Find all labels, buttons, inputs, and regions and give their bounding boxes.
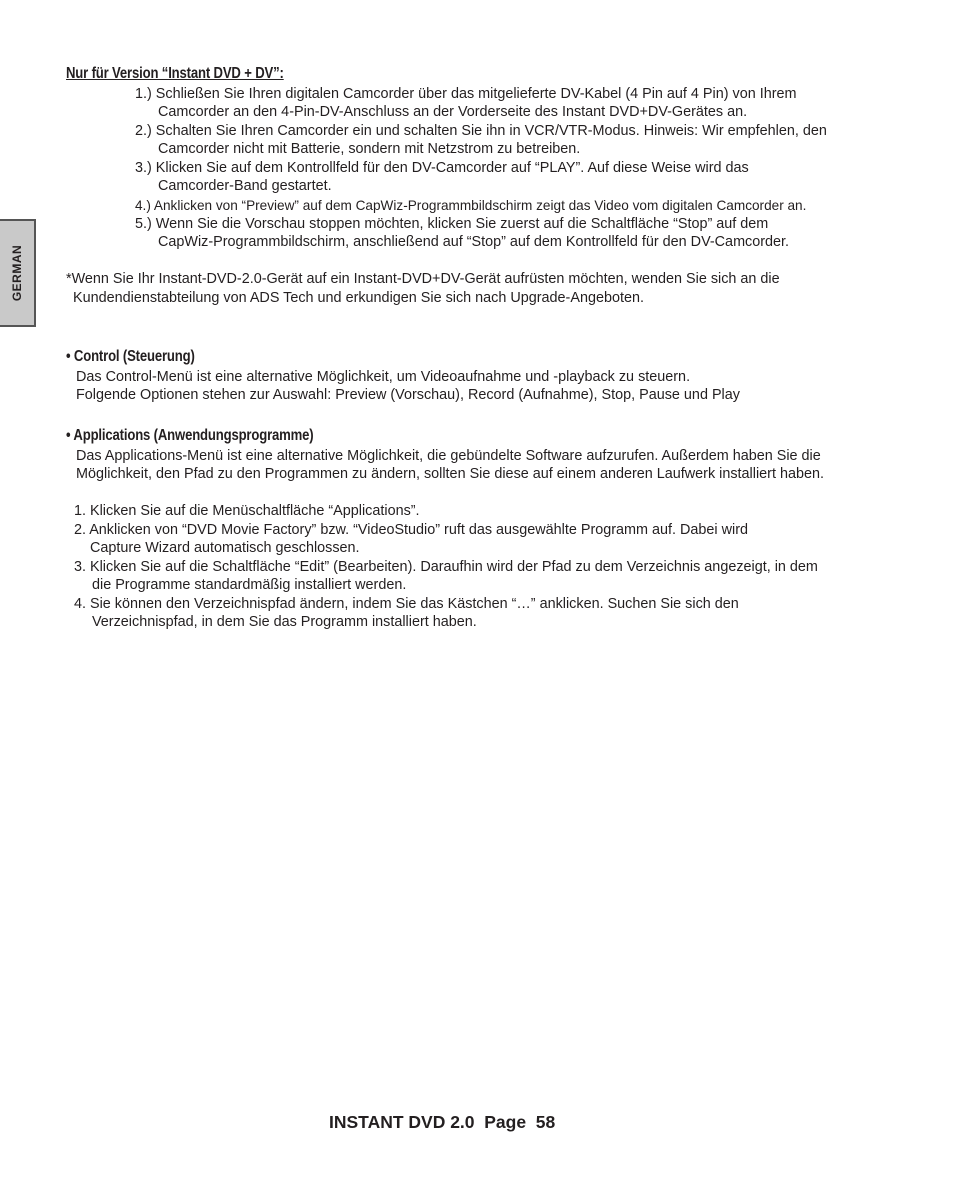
step-line: Camcorder an den 4-Pin-DV-Anschluss an der Vorderseite des Instant DVD+DV-Gerätes an. xyxy=(158,104,748,120)
language-side-tab xyxy=(0,219,36,327)
paragraph-line: Möglichkeit, den Pfad zu den Programmen zu ändern, sollten Sie diese auf einem anderen Laufwerk installiert haben. xyxy=(76,466,824,482)
step-line: 5.) Wenn Sie die Vorschau stoppen möchten, klicken Sie zuerst auf die Schaltfläche “Stop” auf dem xyxy=(135,216,769,232)
step-line: CapWiz-Programmbildschirm, anschließend auf “Stop” auf dem Kontrollfeld für den DV-Camcorder. xyxy=(158,234,790,250)
step-line: 4. Sie können den Verzeichnispfad ändern, indem Sie das Kästchen “…” anklicken. Suchen Sie sich den xyxy=(74,596,739,612)
step-line: Verzeichnispfad, in dem Sie das Programm installiert haben. xyxy=(92,614,477,630)
upgrade-note: Kundendienstabteilung von ADS Tech und erkundigen Sie sich nach Upgrade-Angeboten. xyxy=(73,290,644,306)
paragraph-line: Das Applications-Menü ist eine alternative Möglichkeit, die gebündelte Software aufzurufen. Außerdem haben Sie die xyxy=(76,448,821,464)
section-heading-applications: • Applications (Anwendungsprogramme) xyxy=(66,427,314,444)
step-line: 2. Anklicken von “DVD Movie Factory” bzw. “VideoStudio” ruft das ausgewählte Programm auf. Dabei wird xyxy=(74,522,748,538)
section-heading-control: • Control (Steuerung) xyxy=(66,348,195,365)
step-line: Camcorder-Band gestartet. xyxy=(158,178,332,194)
step-line: 1. Klicken Sie auf die Menüschaltfläche “Applications”. xyxy=(74,503,420,519)
step-line: Capture Wizard automatisch geschlossen. xyxy=(90,540,360,556)
step-line: 1.) Schließen Sie Ihren digitalen Camcorder über das mitgelieferte DV-Kabel (4 Pin auf 4 Pin) von Ihrem xyxy=(135,86,797,102)
step-line: 2.) Schalten Sie Ihren Camcorder ein und schalten Sie ihn in VCR/VTR-Modus. Hinweis: Wir empfehlen, den xyxy=(135,123,827,139)
step-line: 4.) Anklicken von “Preview” auf dem CapWiz-Programmbildschirm zeigt das Video vom digitalen Camcorder an. xyxy=(135,198,807,213)
page-footer: INSTANT DVD 2.0 Page 58 xyxy=(329,1112,556,1132)
step-line: 3. Klicken Sie auf die Schaltfläche “Edit” (Bearbeiten). Daraufhin wird der Pfad zu dem Verzeichnis angezeigt, in dem xyxy=(74,559,818,575)
step-line: die Programme standardmäßig installiert werden. xyxy=(92,577,407,593)
step-line: Camcorder nicht mit Batterie, sondern mit Netzstrom zu betreiben. xyxy=(158,141,581,157)
paragraph-line: Folgende Optionen stehen zur Auswahl: Preview (Vorschau), Record (Aufnahme), Stop, Pause und Play xyxy=(76,387,740,403)
step-line: 3.) Klicken Sie auf dem Kontrollfeld für den DV-Camcorder auf “PLAY”. Auf diese Weise wird das xyxy=(135,160,749,176)
section-heading-instant-dvd-dv: Nur für Version “Instant DVD + DV”: xyxy=(66,65,284,82)
paragraph-line: Das Control-Menü ist eine alternative Möglichkeit, um Videoaufnahme und -playback zu steuern. xyxy=(76,369,691,385)
side-tab-label: GERMAN xyxy=(10,244,24,302)
upgrade-note: *Wenn Sie Ihr Instant-DVD-2.0-Gerät auf ein Instant-DVD+DV-Gerät aufrüsten möchten, wenden Sie sich an die xyxy=(66,271,780,287)
